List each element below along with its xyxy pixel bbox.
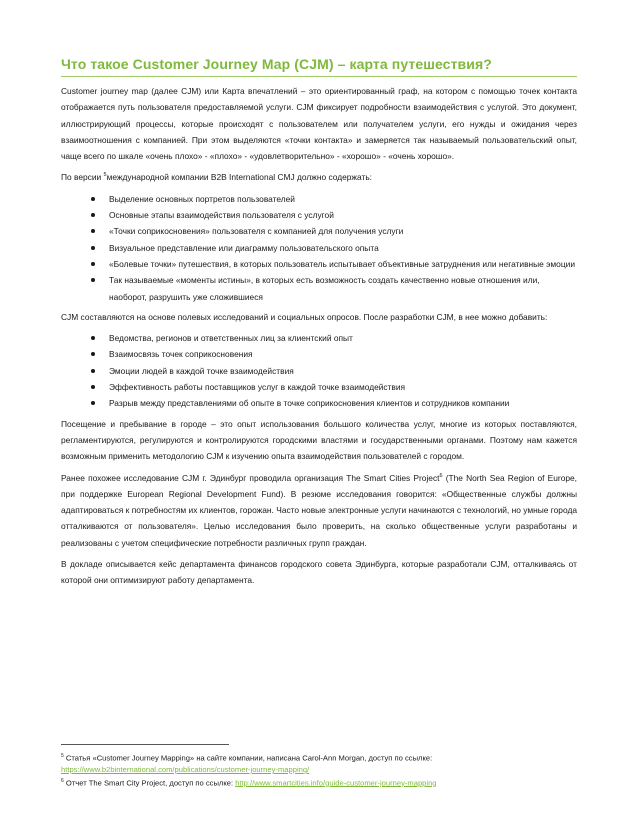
list-item-text: «Точки соприкосновения» пользователя с компанией для получения услуги bbox=[109, 226, 404, 237]
footnotes bbox=[61, 744, 588, 789]
list-item-text: Выделение основных портретов пользователей bbox=[109, 193, 295, 204]
list-item bbox=[91, 363, 577, 379]
list-item bbox=[91, 240, 577, 256]
footnote-text: Статья «Customer Journey Mapping» на сайте компании, написана Carol-Ann Morgan, доступ по ссылке: bbox=[63, 753, 433, 763]
bullet-icon bbox=[91, 278, 95, 282]
footnote-link[interactable]: https://www.b2binternational.com/publications/customer-journey-mapping/ bbox=[61, 765, 310, 775]
footnote-number: 5 bbox=[61, 753, 64, 759]
footnote-ref-6[interactable]: 6 bbox=[439, 472, 443, 479]
b2b-requirements-list bbox=[61, 191, 577, 305]
footnote-5 bbox=[61, 751, 588, 776]
footnote-ref-5[interactable]: 5 bbox=[103, 172, 107, 179]
list-item bbox=[91, 207, 577, 223]
list-item-text: Основные этапы взаимодействия пользователя с услугой bbox=[109, 210, 334, 221]
title-divider bbox=[61, 76, 577, 77]
footnote-link[interactable]: http://www.smartcities.info/guide-customer-journey-mapping bbox=[235, 778, 437, 788]
bullet-icon bbox=[91, 352, 95, 356]
list-item bbox=[91, 191, 577, 207]
list-item bbox=[91, 256, 577, 272]
bullet-icon bbox=[91, 246, 95, 250]
list-item bbox=[91, 379, 577, 395]
list-item-text: Эмоции людей в каждой точке взаимодействия bbox=[109, 365, 294, 376]
footnote-6 bbox=[61, 776, 588, 789]
list-item-text: Визуальное представление или диаграмму пользовательского опыта bbox=[109, 242, 379, 253]
list-item bbox=[91, 330, 577, 346]
bullet-icon bbox=[91, 229, 95, 233]
list-item bbox=[91, 272, 577, 305]
edinburgh-before: Ранее похожее исследование CJM г. Эдинбург проводила организация The Smart Cities Project bbox=[61, 472, 440, 483]
bullet-icon bbox=[91, 401, 95, 405]
city-paragraph: Посещение и пребывание в городе – это опыт использования большого количества услуг, многие из которых поставляются, регламентируются, регулируются и контролируются городскими властями и государственными органами. Поэтому нам кажется возможным применить методологию CJM к изучению опыта взаимодействия пользователей с городом. bbox=[61, 418, 577, 462]
intro-paragraph: Customer journey map (далее CJM) или Карта впечатлений – это ориентированный граф, на котором с помощью точек контакта отображается путь пользователя предоставляемой услуги. CJM фиксирует подробности взаимодействия с услугой. Это документ, иллюстрирующий процессы, которые происходят с пользователем или получателем услуги, его нужды и ожидания через взаимоотношения с компанией. При этом выделяются «точки контакта» и замеряется так называемый пользовательский опыт, чаще всего по шкале «очень плохо» - «плохо» - «удовлетворительно» - «хорошо» - «очень хорошо». bbox=[61, 86, 577, 162]
list-item-text: Ведомства, регионов и ответственных лиц за клиентский опыт bbox=[109, 333, 353, 344]
list-item-text: Эффективность работы поставщиков услуг в каждой точке взаимодействия bbox=[109, 382, 406, 393]
bullet-icon bbox=[91, 262, 95, 266]
research-additions-list bbox=[61, 330, 577, 411]
list-item-text: Так называемые «моменты истины», в которых есть возможность создать качественно новые отношения или, наоборот, разрушить уже сложившиеся bbox=[109, 275, 540, 302]
bullet-icon bbox=[91, 369, 95, 373]
report-paragraph: В докладе описывается кейс департамента финансов городского совета Эдинбурга, которые разработали CJM, отталкиваясь от которой они оптимизируют работу департамента. bbox=[61, 559, 577, 586]
footnote-number: 6 bbox=[61, 777, 64, 784]
footnote-text: Отчет The Smart City Project, доступ по ссылке: bbox=[63, 778, 236, 788]
bullet-icon bbox=[91, 336, 95, 340]
b2b-lead-after: международной компании B2B International CMJ должно содержать: bbox=[106, 172, 373, 183]
research-lead-paragraph: CJM составляются на основе полевых исследований и социальных опросов. После разработки CJM, в нее можно добавить: bbox=[61, 311, 548, 322]
list-item-text: «Болевые точки» путешествия, в которых пользователь испытывает объективные затруднения или негативные эмоции bbox=[109, 258, 575, 269]
page-title: Что такое Customer Journey Map (CJM) – карта путешествия? bbox=[61, 56, 492, 72]
b2b-lead-paragraph bbox=[61, 169, 577, 185]
b2b-lead-before: По версии bbox=[61, 172, 104, 183]
bullet-icon bbox=[91, 213, 95, 217]
list-item-text: Взаимосвязь точек соприкосновения bbox=[109, 349, 253, 360]
list-item-text: Разрыв между представлениями об опыте в точке соприкосновения клиентов и сотрудников компании bbox=[109, 398, 510, 409]
edinburgh-paragraph bbox=[61, 470, 577, 551]
list-item bbox=[91, 395, 577, 411]
footnote-divider bbox=[61, 744, 229, 745]
list-item bbox=[91, 346, 577, 362]
bullet-icon bbox=[91, 197, 95, 201]
edinburgh-after: (The North Sea Region of Europe, при поддержке European Regional Development Fund). В резюме исследования говорится: «Общественные службы должны адаптироваться к потребностям их клиентов, горожан. Часто новые электронные услуги начинаются с технологий, но умные города отталкиваются от пользователя». Целью исследования было проверить, на сколько общественные услуги разработаны и реализованы с учетом специфические потребности различных групп граждан. bbox=[61, 472, 578, 548]
list-item bbox=[91, 223, 577, 239]
bullet-icon bbox=[91, 385, 95, 389]
